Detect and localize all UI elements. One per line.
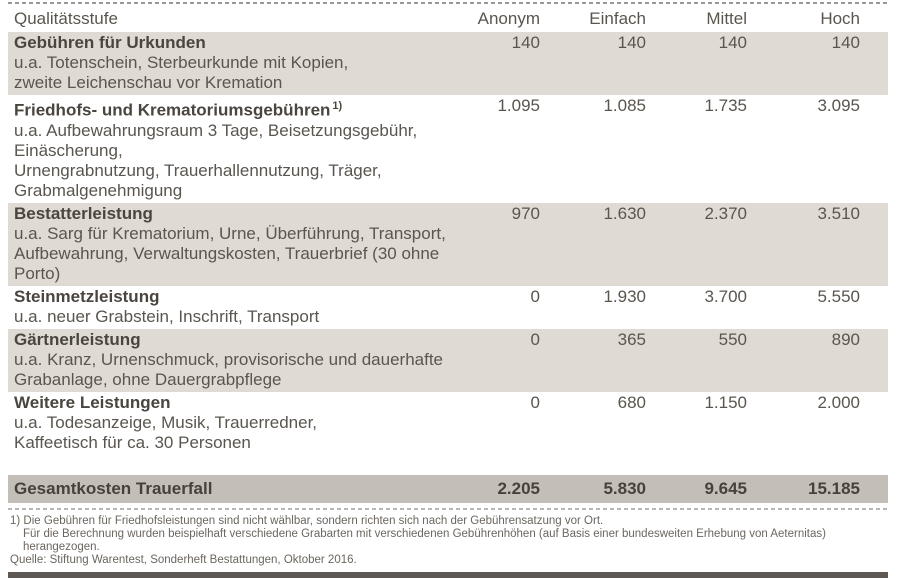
value-cell: 3.510: [817, 203, 860, 223]
row-description: u.a. Kranz, Urnenschmuck, provisorische und dauerhafte: [14, 349, 444, 369]
row-description: u.a. neuer Grabstein, Inschrift, Transport: [14, 306, 320, 326]
column-header-anonym: Anonym: [477, 9, 540, 28]
value-cell: 680: [617, 392, 646, 412]
row-description: Kaffeetisch für ca. 30 Personen: [14, 432, 251, 452]
row-description: Urnengrabnutzung, Trauerhallennutzung, Träger, Grabmalgenehmigung: [14, 160, 382, 200]
value-cell: 1.150: [704, 392, 747, 412]
column-header-quality: Qualitätsstufe: [14, 9, 118, 28]
row-description: Grabanlage, ohne Dauergrabpflege: [14, 369, 282, 389]
column-header-hoch: Hoch: [820, 9, 860, 28]
row-title: Weitere Leistungen: [14, 392, 171, 412]
value-cell: 5.550: [817, 286, 860, 306]
value-cell: 2.370: [704, 203, 747, 223]
value-cell: 365: [617, 329, 646, 349]
footnote-marker: 1): [332, 100, 343, 112]
row-description: zweite Leichenschau vor Kremation: [14, 73, 283, 92]
footnote-line: Für die Berechnung wurden beispielhaft verschiedene Grabarten mit verschiedenen Gebührenhöhen (auf Basis einer bundesweiten Erhebung von Aeternitas) herangezogen.: [23, 527, 826, 553]
cost-table: [8, 2, 888, 578]
value-cell: 0: [530, 329, 540, 349]
row-description: Aufbewahrung, Verwaltungskosten, Trauerbrief (30 ohne Porto): [14, 243, 440, 283]
value-cell: 2.000: [817, 392, 860, 412]
row-title: Steinmetzleistung: [14, 286, 160, 306]
table-row-weitere: [8, 392, 888, 455]
row-title: [14, 96, 464, 121]
total-row: [8, 475, 888, 503]
row-title-text: Friedhofs- und Krematoriumsgebühren: [14, 100, 331, 120]
total-value-cell: 2.205: [497, 478, 540, 498]
total-value-cell: 5.830: [603, 478, 646, 498]
column-header-einfach: Einfach: [589, 9, 646, 28]
value-cell: 140: [511, 33, 540, 52]
total-value-cell: 15.185: [808, 478, 860, 498]
cost-table-page: [0, 2, 900, 566]
table-row-steinmetz: [8, 286, 888, 329]
table-header-row: [8, 4, 888, 32]
row-title: Bestatterleistung: [14, 203, 153, 223]
bottom-bar: [8, 572, 888, 578]
table-row-friedhof: [8, 95, 888, 203]
value-cell: 140: [831, 33, 860, 52]
footnotes-block: [8, 515, 888, 567]
total-value-cell: 9.645: [704, 478, 747, 498]
row-title: Gärtnerleistung: [14, 329, 141, 349]
row-description: u.a. Totenschein, Sterbeurkunde mit Kopien,: [14, 53, 349, 72]
column-header-mittel: Mittel: [706, 9, 747, 28]
value-cell: 550: [718, 329, 747, 349]
value-cell: 970: [511, 203, 540, 223]
value-cell: 3.700: [704, 286, 747, 306]
value-cell: 140: [617, 33, 646, 52]
value-cell: 140: [718, 33, 747, 52]
footnote-line: 1) Die Gebühren für Friedhofsleistungen sind nicht wählbar, sondern richten sich nach der Gebührensatzung vor Ort.: [10, 514, 604, 527]
table-row-gaertner: [8, 329, 888, 392]
table-row-urkunden: [8, 32, 888, 95]
value-cell: 1.930: [603, 286, 646, 306]
value-cell: 1.085: [603, 96, 646, 115]
row-description: u.a. Todesanzeige, Musik, Trauerredner,: [14, 412, 318, 432]
value-cell: 3.095: [817, 96, 860, 115]
value-cell: 1.095: [497, 96, 540, 115]
row-description: u.a. Aufbewahrungsraum 3 Tage, Beisetzungsgebühr, Einäscherung,: [14, 120, 418, 160]
value-cell: 1.735: [704, 96, 747, 115]
table-row-bestatter: [8, 203, 888, 286]
source-line: Quelle: Stiftung Warentest, Sonderheft Bestattungen, Oktober 2016.: [10, 553, 357, 566]
total-label: Gesamtkosten Trauerfall: [14, 478, 213, 498]
value-cell: 1.630: [603, 203, 646, 223]
value-cell: 0: [530, 286, 540, 306]
value-cell: 0: [530, 392, 540, 412]
value-cell: 890: [831, 329, 860, 349]
row-title: Gebühren für Urkunden: [14, 33, 206, 52]
row-description: u.a. Sarg für Krematorium, Urne, Überführung, Transport,: [14, 223, 446, 243]
spacer: [8, 455, 888, 475]
